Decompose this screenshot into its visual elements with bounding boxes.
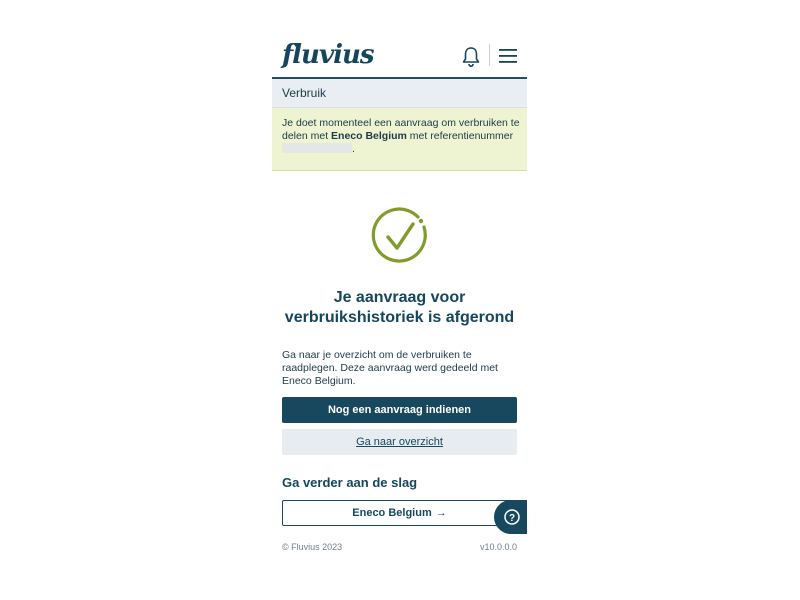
supplier-button-label: Eneco Belgium [352,507,432,519]
question-circle-icon [504,509,520,525]
go-to-overview-button[interactable]: Ga naar overzicht [282,429,517,455]
section-title: Verbruik [282,86,327,100]
arrow-right-icon: → [435,507,447,519]
hamburger-menu-icon[interactable] [498,47,518,65]
logo-text: fluvius [282,40,374,70]
fluvius-logo[interactable] [282,38,372,72]
header-divider [489,44,490,66]
bell-icon[interactable] [462,46,480,68]
footer-version: v10.0.0.0 [479,542,517,552]
notice-text-before: Je doet momenteel een aanvraag om verbruiken te delen met [282,117,520,142]
app-header [272,30,527,79]
section-title-bar [272,79,527,108]
new-request-button[interactable]: Nog een aanvraag indienen [282,397,517,423]
notice-text [282,117,522,156]
help-button[interactable] [494,500,527,534]
next-steps-heading: Ga verder aan de slag [282,475,418,490]
request-notice [272,108,527,171]
footer-copyright: © Fluvius 2023 [282,542,343,552]
notice-supplier: Eneco Belgium [331,130,407,142]
reference-number-redacted [282,143,352,153]
notice-text-after: met referentienummer [406,130,514,142]
supplier-link-button[interactable] [282,500,517,526]
mobile-app-screen [272,30,527,560]
notice-text-end: . [352,143,355,155]
help-glyph: ? [508,512,516,524]
result-title: Je aanvraag voor verbruikshistoriek is afgerond [284,289,515,326]
result-description: Ga naar je overzicht om de verbruiken te raadplegen. Deze aanvraag werd gedeeld met Eneco Belgium. [282,349,498,387]
check-circle-icon [370,207,430,267]
